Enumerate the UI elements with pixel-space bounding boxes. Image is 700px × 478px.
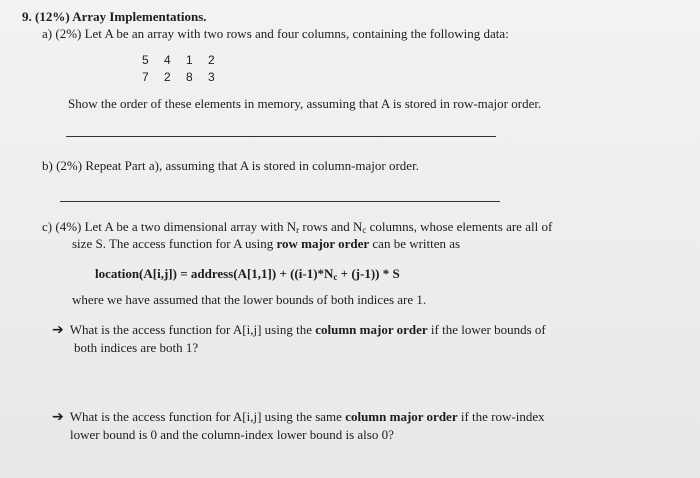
cols-subscript: c: [362, 225, 367, 235]
q1-post: if the lower bounds of: [427, 322, 546, 337]
question-title: (12%) Array Implementations.: [35, 9, 207, 24]
part-c-text-mid: rows and N: [299, 219, 363, 234]
part-c-statement-line2: [72, 236, 460, 252]
part-c-line2-post: can be written as: [369, 236, 461, 251]
row-major-emphasis: row major order: [276, 236, 370, 251]
sub-question-1-line2: both indices are both 1?: [74, 340, 199, 355]
part-b-label: b): [42, 158, 53, 173]
sub-question-2-line1: [52, 409, 545, 425]
formula-post: + (j-1)) * S: [337, 266, 400, 281]
q2-pre: What is the access function for A[i,j] using the same: [69, 409, 346, 424]
part-a-prompt: Show the order of these elements in memory, assuming that A is stored in row-major order.: [68, 96, 542, 111]
part-a-text: (2%) Let A be an array with two rows and four columns, containing the following data:: [55, 26, 509, 41]
sub-question-2-line2: lower bound is 0 and the column-index lower bound is also 0?: [70, 427, 394, 442]
array-row-1: 5 4 1 2: [142, 53, 221, 67]
q1-pre: What is the access function for A[i,j] using the: [69, 322, 316, 337]
formula-pre: location(A[i,j]) = address(A[1,1]) + ((i-1)*N: [95, 266, 334, 281]
part-a-label: a): [42, 26, 53, 41]
part-c-text-post: columns, whose elements are all of: [366, 219, 553, 234]
part-c-line2-pre: size S. The access function for A using: [72, 236, 277, 251]
array-row-2: 7 2 8 3: [142, 70, 221, 84]
lower-bound-note: where we have assumed that the lower bounds of both indices are 1.: [72, 292, 427, 307]
part-c-label: c): [42, 219, 53, 234]
answer-line-a[interactable]: [66, 136, 496, 137]
part-b-text: (2%) Repeat Part a), assuming that A is stored in column-major order.: [56, 158, 419, 173]
sub-question-1-line1: [52, 322, 546, 338]
part-b-statement: [42, 158, 419, 174]
part-a-statement: [42, 26, 509, 42]
q2-column-major-emphasis: column major order: [345, 409, 458, 424]
q1-column-major-emphasis: column major order: [315, 322, 428, 337]
arrow-right-icon: ➔: [52, 322, 64, 338]
question-number: 9.: [22, 9, 32, 24]
rows-subscript: r: [296, 225, 300, 235]
access-formula: [95, 266, 400, 285]
arrow-right-icon: ➔: [52, 409, 64, 425]
answer-line-b[interactable]: [60, 201, 500, 202]
question-header: [22, 9, 207, 25]
part-c-text-pre: (4%) Let A be a two dimensional array with N: [55, 219, 297, 234]
q2-post: if the row-index: [457, 409, 545, 424]
formula-subscript: c: [333, 272, 338, 282]
